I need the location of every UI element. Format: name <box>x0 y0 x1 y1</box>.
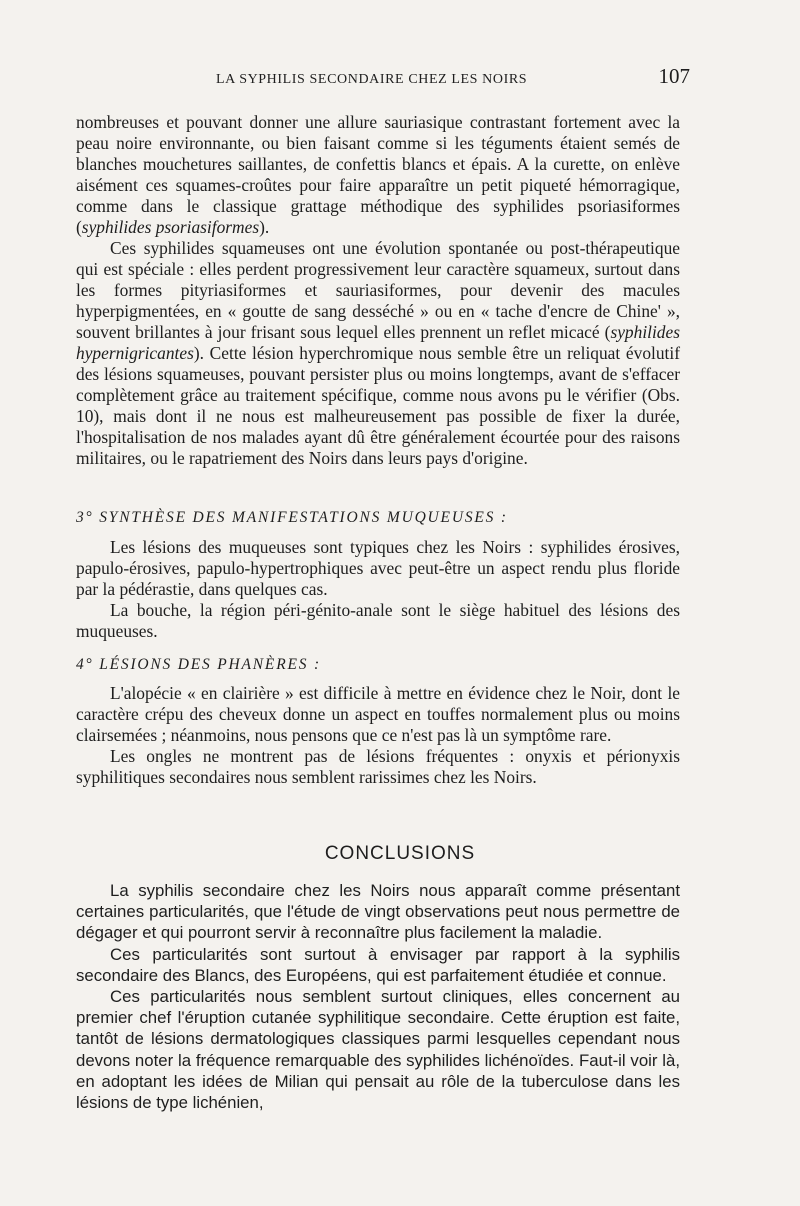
section-3-paragraph-2: La bouche, la région péri-génito-anale sont le siège habituel des lésions des muqueuses. <box>76 600 680 641</box>
intro-paragraph-1 <box>76 112 680 238</box>
running-head <box>76 60 690 90</box>
intro-paragraph-1-end: ). <box>259 217 270 237</box>
section-3-paragraph-1: Les lésions des muqueuses sont typiques chez les Noirs : syphilides érosives, papulo-érosives, papulo-hypertrophiques avec peut-être un aspect rendu plus floride par la pédérastie, dans quelques cas. <box>76 537 680 599</box>
section-3-body <box>76 537 680 642</box>
section-4-paragraph-1: L'alopécie « en clairière » est difficile à mettre en évidence chez le Noir, dont le caractère crépu des cheveux donne un aspect en touffes normalement plus ou moins clairsemées ; néanmoins, nous pensons que ce n'est pas là un symptôme rare. <box>76 683 680 745</box>
page-number: 107 <box>658 64 690 88</box>
intro-paragraph-1-italic: syphilides psoriasiformes <box>81 217 260 237</box>
conclusions-paragraph-3: Ces particularités nous semblent surtout cliniques, elles concernent au premier chef l'éruption cutanée syphilitique secondaire. Cette éruption est faite, tantôt de lésions dermatologiques classiques parmi lesquelles cependant nous devons noter la fréquence remarquable des syphilides lichénoïdes. Faut-il voir là, en adoptant les idées de Milian qui pensait au rôle de la tuberculose dans les lésions de type lichénien, <box>76 987 680 1113</box>
running-title: LA SYPHILIS SECONDAIRE CHEZ LES NOIRS <box>216 72 528 87</box>
section-3-heading: 3° SYNTHÈSE DES MANIFESTATIONS MUQUEUSES : <box>76 509 508 526</box>
intro-paragraph-2-text-b: ). Cette lésion hyperchromique nous semble être un reliquat évolutif des lésions squameuses, pouvant persister plus ou moins longtemps, avant de s'effacer complètement grâce au traitement spécifique, comme nous avons pu le vérifier (Obs. 10), mais dont il ne nous est malheureusement pas possible de fixer la durée, l'hospitalisation de nos malades ayant dû être généralement écourtée pour des raisons militaires, ou le rapatriement des Noirs dans leurs pays d'origine. <box>76 343 680 468</box>
conclusions-paragraph-1: La syphilis secondaire chez les Noirs nous apparaît comme présentant certaines particularités, que l'étude de vingt observations peut nous permettre de dégager et qui pourront servir à reconnaître plus facilement la maladie. <box>76 881 680 943</box>
intro-paragraph-2-italic: syphilides hypernigricantes <box>76 322 680 363</box>
conclusions-title: CONCLUSIONS <box>324 843 476 864</box>
intro-paragraph-2-text-a: Ces syphilides squameuses ont une évolution spontanée ou post-thérapeutique qui est spéciale : elles perdent progressivement leur caractère squameux, surtout dans les formes pityriasiformes et sauriasiformes, pour devenir des macules hyperpigmentées, en « goutte de sang desséché » ou en « tache d'encre de Chine' », souvent brillantes à jour frisant sous lequel elles prennent un reflet micacé ( <box>76 238 680 342</box>
intro-paragraph-2 <box>76 238 680 469</box>
section-4-paragraph-2: Les ongles ne montrent pas de lésions fréquentes : onyxis et périonyxis syphilitiques secondaires nous semblent rarissimes chez les Noirs. <box>76 746 680 787</box>
section-4-heading: 4° LÉSIONS DES PHANÈRES : <box>76 656 321 673</box>
conclusions-body <box>76 880 680 1113</box>
conclusions-paragraph-2: Ces particularités sont surtout à envisager par rapport à la syphilis secondaire des Blancs, des Européens, qui est parfaitement étudiée et connue. <box>76 944 680 985</box>
intro-text <box>76 112 680 469</box>
intro-paragraph-1-text: nombreuses et pouvant donner une allure sauriasique contrastant fortement avec la peau noire environnante, ou bien faisant comme si les téguments étaient semés de blanches mouchetures saillantes, de confettis blancs et épais. A la curette, on enlève aisément ces squames-croûtes pour faire apparaître un petit piqueté hémorragique, comme dans le classique grattage méthodique des syphilides psoriasiformes ( <box>76 112 680 237</box>
section-4-body <box>76 683 680 788</box>
